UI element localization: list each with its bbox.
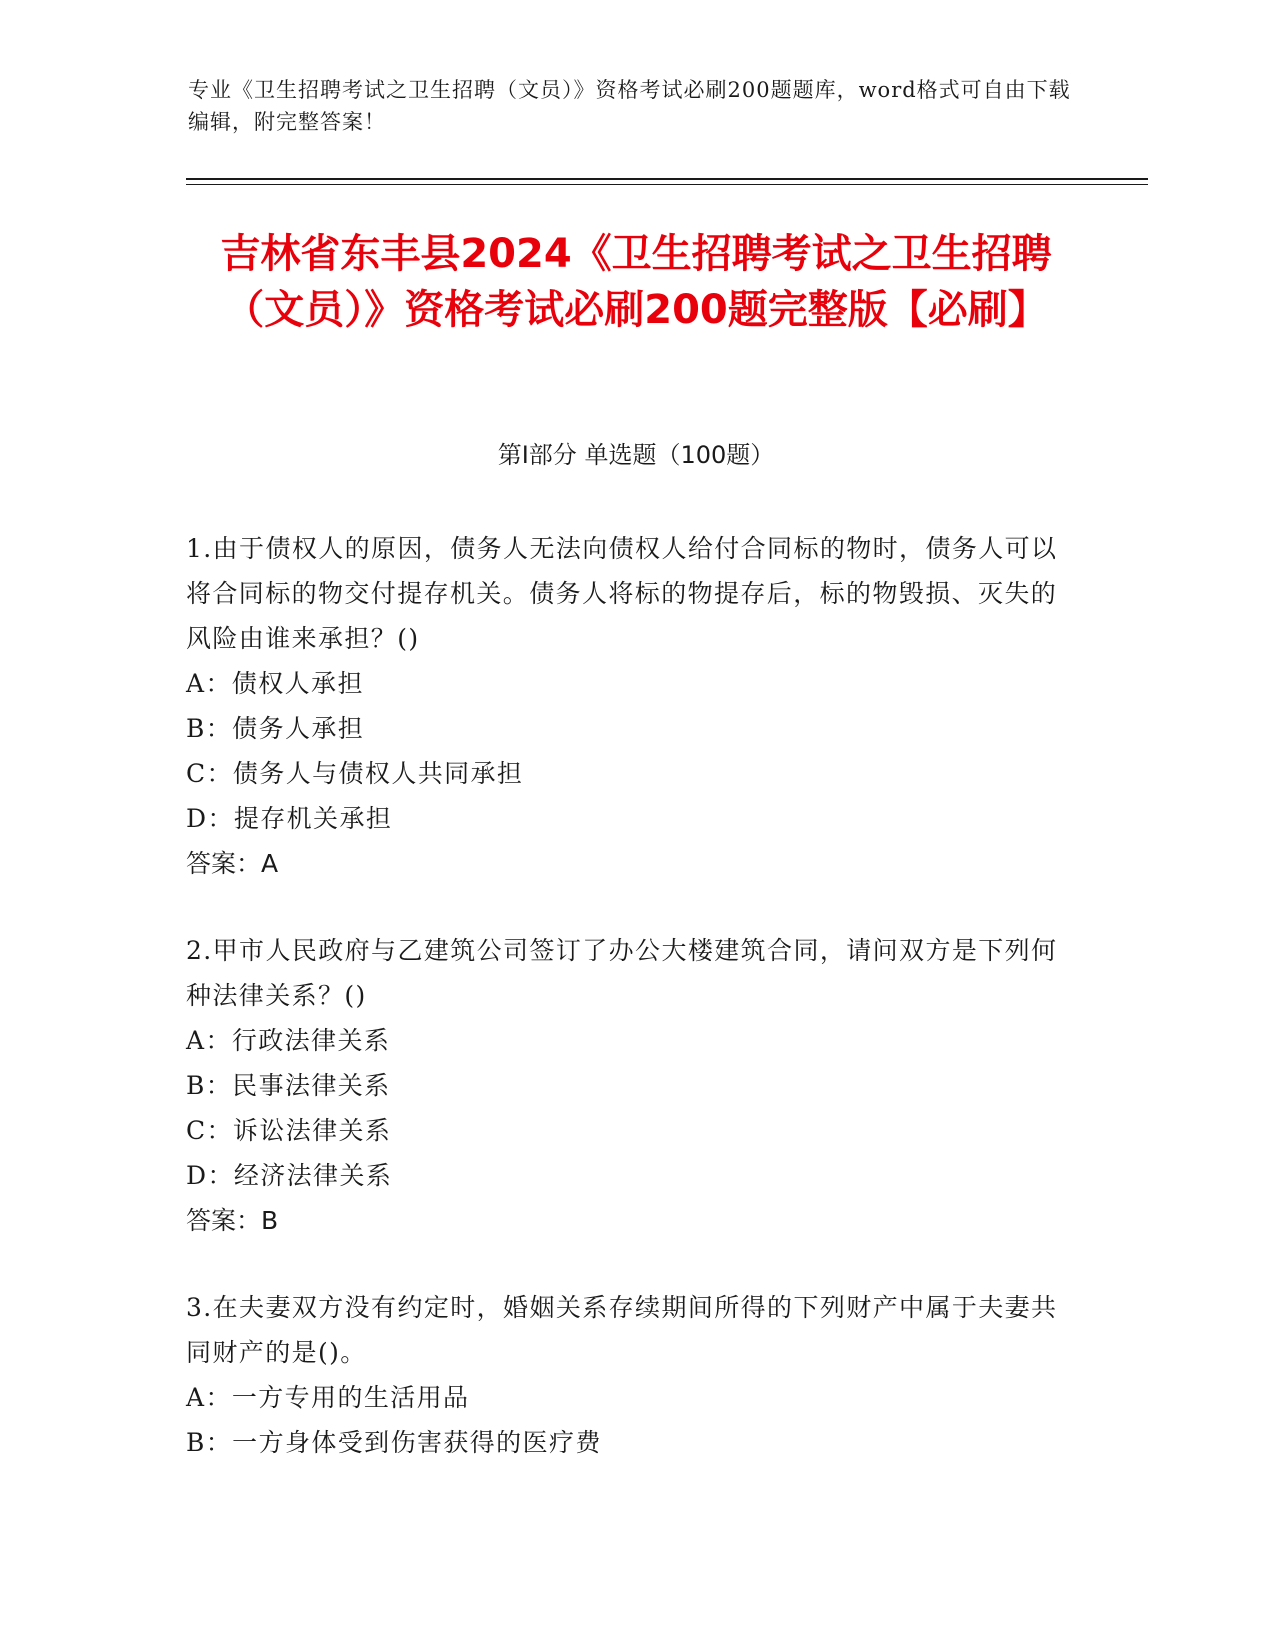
question-answer: 答案：A xyxy=(186,849,279,878)
question-option: A：行政法律关系 xyxy=(186,1026,391,1055)
question-stem: 1.由于债权人的原因，债务人无法向债权人给付合同标的物时，债务人可以将合同标的物交付提存机关。债务人将标的物提存后，标的物毁损、灭失的风险由谁来承担？() xyxy=(186,534,1058,653)
question-option: C：债务人与债权人共同承担 xyxy=(186,759,524,788)
header-note: 专业《卫生招聘考试之卫生招聘（文员）》资格考试必刷200题题库，word格式可自由下载编辑，附完整答案！ xyxy=(188,78,1071,134)
question-option: B：民事法律关系 xyxy=(186,1071,391,1100)
header-divider xyxy=(186,178,1148,180)
question-item xyxy=(186,928,1066,1243)
question-item xyxy=(186,1285,1066,1465)
question-option: A：一方专用的生活用品 xyxy=(186,1383,470,1412)
question-answer: 答案：B xyxy=(186,1206,279,1235)
question-option: B：一方身体受到伤害获得的医疗费 xyxy=(186,1428,602,1457)
question-stem: 2.甲市人民政府与乙建筑公司签订了办公大楼建筑合同，请问双方是下列何种法律关系？() xyxy=(186,936,1058,1010)
question-option: D：经济法律关系 xyxy=(186,1161,393,1190)
question-stem: 3.在夫妻双方没有约定时，婚姻关系存续期间所得的下列财产中属于夫妻共同财产的是()。 xyxy=(186,1293,1058,1367)
question-option: C：诉讼法律关系 xyxy=(186,1116,392,1145)
question-item xyxy=(186,526,1066,886)
question-option: A：债权人承担 xyxy=(186,669,364,698)
question-option: D：提存机关承担 xyxy=(186,804,393,833)
section-heading: 第Ⅰ部分 单选题（100题） xyxy=(497,441,775,469)
question-option: B：债务人承担 xyxy=(186,714,365,743)
header-divider-thin xyxy=(186,184,1148,185)
question-list xyxy=(186,526,1066,1507)
document-title: 吉林省东丰县2024《卫生招聘考试之卫生招聘（文员）》资格考试必刷200题完整版【必刷】 xyxy=(220,231,1052,333)
